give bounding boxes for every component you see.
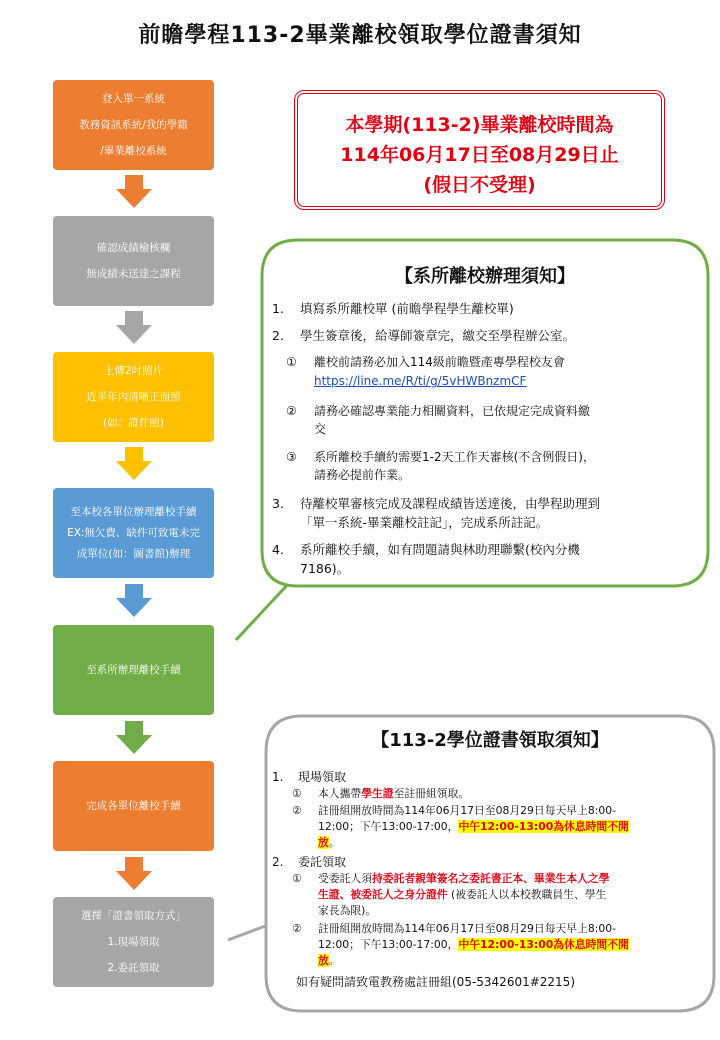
- list-number: 1.: [272, 301, 284, 316]
- step-line: 成單位(如：圖書館)辦理: [76, 547, 191, 560]
- list-number: 1.: [272, 770, 284, 784]
- list-item: 「單一系統-畢業離校註記」，完成系所註記。: [300, 515, 549, 530]
- list-item: 系所離校手續，如有問題請與林助理聯繫(校內分機: [300, 542, 580, 557]
- list-subitem: 離校前請務必加入114級前瞻暨產專學程校友會: [314, 355, 565, 369]
- dept-clearance-callout: [258, 236, 712, 594]
- certificate-pickup-callout: [262, 712, 718, 1015]
- notice-line: (假日不受理): [423, 174, 536, 196]
- cert-notice-title: 【113-2學位證書領取須知】: [371, 730, 609, 751]
- list-subitem: 放。: [318, 836, 340, 849]
- circled-number: ①: [292, 787, 302, 800]
- list-item: 學生簽章後，給導師簽章完，繳交至學程辦公室。: [300, 328, 576, 343]
- step-line: 選擇「證書領取方式」: [81, 910, 186, 922]
- list-item: 待離校單審核完成及課程成績皆送達後，由學程助理到: [300, 496, 601, 511]
- list-item: 7186)。: [300, 561, 350, 576]
- step-line: 近半年內清晰正面照: [86, 391, 181, 403]
- list-item: 填寫系所離校單 (前瞻學程學生離校單): [300, 301, 514, 316]
- page-title: 前瞻學程113-2畢業離校領取學位證書須知: [138, 23, 582, 48]
- list-number: 2.: [272, 328, 284, 343]
- list-number: 2.: [272, 855, 284, 869]
- notice-line: 本學期(113-2)畢業離校時間為: [345, 114, 614, 136]
- list-number: 4.: [272, 542, 284, 557]
- list-subitem: 註冊組開放時間為114年06月17日至08月29日每天早上8:00-: [318, 804, 617, 817]
- step-line: 確認成績檢核欄: [96, 242, 171, 254]
- circled-number: ②: [286, 404, 297, 418]
- list-item: 委託領取: [298, 855, 347, 869]
- circled-number: ①: [292, 872, 302, 885]
- step-line: /畢業離校系統: [100, 145, 167, 157]
- list-subitem: 12:00；下午13:00-17:00，中午12:00-13:00為休息時間不開: [318, 938, 629, 951]
- step-line: 登入單一系統: [102, 93, 165, 105]
- list-subitem: 系所離校手續約需要1-2天工作天審核(不含例假日)，: [314, 450, 595, 464]
- list-subitem: 12:00；下午13:00-17:00，中午12:00-13:00為休息時間不開: [318, 820, 629, 833]
- step-line: 無成績未送達之課程: [86, 268, 181, 280]
- list-subitem: 註冊組開放時間為114年06月17日至08月29日每天早上8:00-: [318, 922, 617, 935]
- list-item: 現場領取: [298, 770, 347, 784]
- step-line: 教務資訊系統/我的學籍: [79, 119, 188, 131]
- step-line: 至系所辦理離校手續: [86, 664, 181, 676]
- list-subitem: 家長為限)。: [318, 904, 377, 917]
- list-subitem: 放。: [318, 954, 340, 967]
- dept-notice-title: 【系所離校辦理須知】: [395, 266, 575, 287]
- circled-number: ②: [292, 922, 302, 935]
- list-subitem: 本人攜帶學生證至註冊組領取。: [318, 787, 470, 800]
- step-line: 1.現場領取: [107, 936, 160, 948]
- contact-info: 如有疑問請致電教務處註冊組(05-5342601#2215): [296, 975, 576, 989]
- list-subitem: 請務必提前作業。: [314, 468, 411, 482]
- step-line: 至本校各單位辦理離校手續: [70, 505, 197, 518]
- step-line: EX:無欠費、缺件可致電未完: [67, 526, 200, 539]
- step-line: (如：證件照): [103, 417, 164, 429]
- circled-number: ②: [292, 804, 302, 817]
- list-subitem: 受委託人須持委託者親筆簽名之委託書正本、畢業生本人之學: [318, 872, 610, 885]
- step-line: 上傳2吋照片: [103, 365, 164, 377]
- circled-number: ①: [286, 355, 297, 369]
- notice-line: 114年06月17日至08月29日止: [340, 144, 619, 166]
- step-line: 完成各單位離校手續: [86, 800, 181, 812]
- list-subitem: 生證、被委託人之身分證件 (被委託人以本校教職員生、學生: [318, 888, 607, 901]
- line-group-link[interactable]: https://line.me/R/ti/g/5vHWBnzmCF: [314, 374, 527, 388]
- list-subitem: 請務必確認專業能力相關資料，已依規定完成資料繳: [314, 404, 591, 418]
- list-number: 3.: [272, 496, 284, 511]
- circled-number: ③: [286, 450, 297, 464]
- step-line: 2.委託領取: [107, 962, 160, 974]
- list-subitem: 交: [314, 422, 327, 436]
